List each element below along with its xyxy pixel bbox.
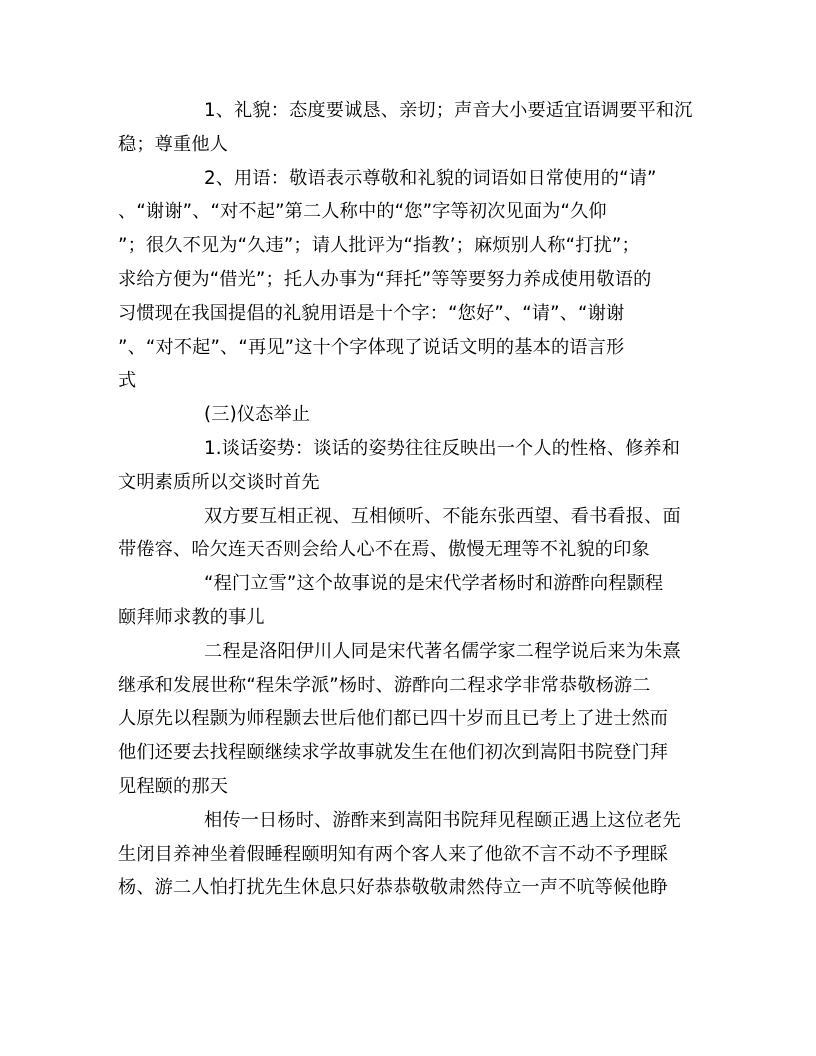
paragraph-two-chengs	[118, 635, 698, 804]
text-line: 文明素质所以交谈时首先	[118, 471, 320, 493]
text-line: 见程颐的那天	[118, 775, 229, 797]
text-line: 二程是洛阳伊川人同是宋代著名儒学家二程学说后来为朱熹	[204, 640, 681, 662]
section-heading-deportment	[118, 398, 698, 432]
text-line: 杨、游二人怕打扰先生休息只好恭恭敬敬肃然侍立一声不吭等候他睁	[118, 877, 669, 899]
paragraph-cheng-men-li-xue	[118, 567, 698, 635]
text-line: “程门立雪”这个故事说的是宋代学者杨时和游酢向程颢程	[204, 573, 664, 595]
text-line: 1.谈话姿势：谈话的姿势往往反映出一个人的性格、修养和	[204, 437, 681, 459]
text-line: 求给方便为“借光”；托人办事为“拜托”等等要努力养成使用敬语的	[118, 268, 652, 290]
paragraph-mutual-attention	[118, 500, 698, 568]
text-line: 1、礼貌：态度要诚恳、亲切；声音大小要适宜语调要平和沉	[204, 100, 693, 121]
text-line: 继承和发展世称“程朱学派”杨时、游酢向二程求学非常恭敬杨游二	[118, 674, 651, 696]
text-line: 双方要互相正视、互相倾听、不能东张西望、看书看报、面	[204, 505, 681, 527]
text-line: 2、用语：敬语表示尊敬和礼貌的词语如日常使用的“请”	[204, 167, 657, 189]
paragraph-courtesy	[118, 94, 698, 162]
text-line: 带倦容、哈欠连天否则会给人心不在焉、傲慢无理等不礼貌的印象	[118, 539, 650, 561]
text-line: 他们还要去找程颐继续求学故事就发生在他们初次到嵩阳书院登门拜	[118, 742, 669, 764]
section-heading: (三)仪态举止	[204, 404, 311, 426]
text-line: 人原先以程颢为师程颢去世后他们都已四十岁而且已考上了进士然而	[118, 708, 669, 730]
paragraph-polite-language	[118, 162, 698, 399]
paragraph-legend	[118, 804, 698, 905]
text-line: 式	[118, 370, 137, 392]
text-line: ”；很久不见为“久违”；请人批评为“指教’；麻烦别人称“打扰”；	[118, 235, 640, 257]
paragraph-talking-posture	[118, 432, 698, 500]
text-line: 习惯现在我国提倡的礼貌用语是十个字：“您好”、“请”、“谢谢	[118, 302, 625, 324]
text-line: 稳；尊重他人	[118, 133, 229, 155]
text-line: 生闭目养神坐着假睡程颐明知有两个客人来了他欲不言不动不予理睬	[118, 843, 669, 865]
text-line: ”、“对不起”、“再见”这十个字体现了说话文明的基本的语言形	[118, 336, 625, 358]
text-line: 、“谢谢”、“对不起”第二人称中的“您”字等初次见面为“久仰	[118, 201, 607, 223]
document-body	[118, 94, 698, 905]
text-line: 相传一日杨时、游酢来到嵩阳书院拜见程颐正遇上这位老先	[204, 809, 681, 831]
text-line: 颐拜师求教的事儿	[118, 606, 265, 628]
